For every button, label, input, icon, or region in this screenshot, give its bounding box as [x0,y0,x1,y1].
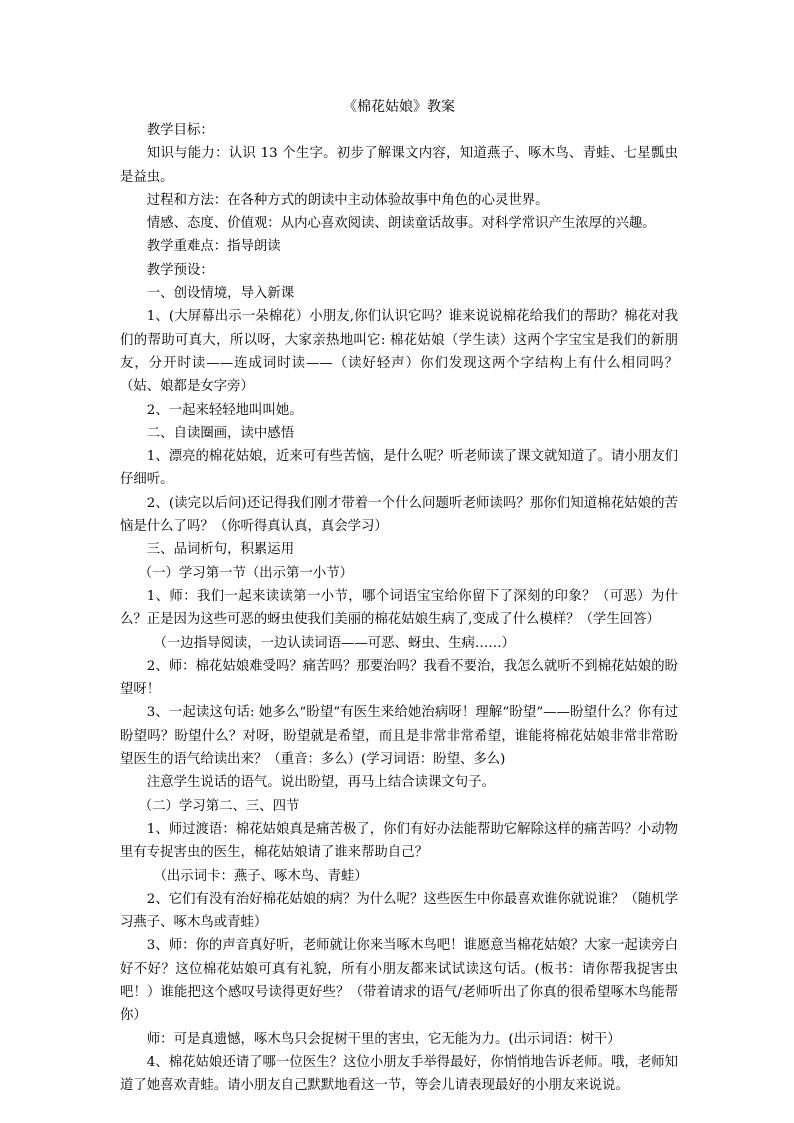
subsection-two-step-4: 4、棉花姑娘还请了哪一位医生？这位小朋友手举得最好，你悄悄地告诉老师。哦，老师知道了她喜欢青蛙。请小朋友自己默默地看这一节，等会儿请表现最好的小朋友来说说。 [120,1054,678,1094]
document-title: 《棉花姑娘》教案 [343,99,455,115]
teacher-remark: 师：可是真遗憾，啄木鸟只会捉树干里的害虫，它无能为力。(出示词语：树干） [146,1031,621,1047]
subsection-two-step-1: 1、师过渡语：棉花姑娘真是痛苦极了，你们有好办法能帮助它解除这样的痛苦吗？小动物里有专捉害虫的医生，棉花姑娘请了谁来帮助自己？ [120,821,678,861]
key-points: 教学重难点：指导朗读 [146,239,281,255]
subsection-one-step-1: 1、师：我们一起来读读第一小节，哪个词语宝宝给你留下了深刻的印象？（可恶）为什么？正是因为这些可恶的蚜虫使我们美丽的棉花姑娘生病了,变成了什么模样？（学生回答） [120,588,678,628]
teaching-goals-heading: 教学目标： [146,123,214,138]
section-three-heading: 三、品词析句，积累运用 [146,542,295,558]
section-one-step-2: 2、一起来轻轻地叫叫她。 [146,402,303,418]
subsection-one-step-3: 3、一起读这句话: 她多么“盼望”有医生来给她治病呀！理解“盼望”——盼望什么？你有过盼望吗？盼望什么？对呀，盼望就是希望，而且是非常非常希望，谁能将棉花姑娘非常非常盼望医生的语气给读出来？（重音：多么）(学习词语：盼望、多么) [120,705,678,768]
subsection-two-step-3: 3、师：你的声音真好听，老师就让你来当啄木鸟吧！谁愿意当棉花姑娘？大家一起读旁白好不好？这位棉花姑娘可真有礼貌，所有小朋友都来试试读这句话。(板书：请你帮我捉害虫吧！）谁能把这个感叹号读得更好些？（带着请求的语气/老师听出了你真的很希望啄木鸟能帮你） [120,938,678,1024]
section-one-step-1: 1、(大屏幕出示一朵棉花）小朋友,你们认识它吗？谁来说说棉花给我们的帮助？棉花对我们的帮助可真大，所以呀，大家亲热地叫它: 棉花姑娘（学生读）这两个字宝宝是我们的新朋友，分开时读——连成词时读——（读好轻声）你们发现这两个字结构上有什么相同吗？（姑、娘都是女字旁） [120,309,678,395]
teaching-plan-heading: 教学预设： [146,262,214,278]
subsection-two-heading: （二）学习第二、三、四节 [138,798,300,814]
subsection-one-tip: 注意学生说话的语气。说出盼望，再马上结合读课文句子。 [146,775,495,791]
subsection-one-heading: （一）学习第一节（出示第一小节） [138,565,353,581]
section-two-heading: 二、自读圈画，读中感悟 [146,425,295,441]
subsection-one-step-2: 2、师：棉花姑娘难受吗？痛苦吗？那要治吗？我看不要治，我怎么就听不到棉花姑娘的盼望呀！ [120,658,678,698]
subsection-two-step-2: 2、它们有没有治好棉花姑娘的病？为什么呢？这些医生中你最喜欢谁你就说谁？（随机学习燕子、啄木鸟或青蛙） [120,891,678,931]
word-card-note: （出示词卡：燕子、啄木鸟、青蛙） [153,868,368,884]
section-two-step-1: 1、漂亮的棉花姑娘，近来可有些苦恼，是什么呢？听老师读了课文就知道了。请小朋友们仔细听。 [120,449,678,488]
section-one-heading: 一、创设情境，导入新课 [146,286,295,302]
goal-attitude: 情感、态度、价值观：从内心喜欢阅读、朗读童话故事。对科学常识产生浓厚的兴趣。 [146,216,656,232]
section-two-step-2: 2、(读完以后问)还记得我们刚才带着一个什么问题听老师读吗？那你们知道棉花姑娘的苦恼是什么了吗？（你听得真认真，真会学习） [120,495,678,535]
document-page [120,96,678,1097]
subsection-one-note: （一边指导阅读，一边认读词语——可恶、蚜虫、生病……） [153,635,516,651]
goal-knowledge: 知识与能力：认识 13 个生字。初步了解课文内容，知道燕子、啄木鸟、青蛙、七星瓢虫是益虫。 [120,146,678,185]
goal-process: 过程和方法：在各种方式的朗读中主动体验故事中角色的心灵世界。 [146,192,549,208]
